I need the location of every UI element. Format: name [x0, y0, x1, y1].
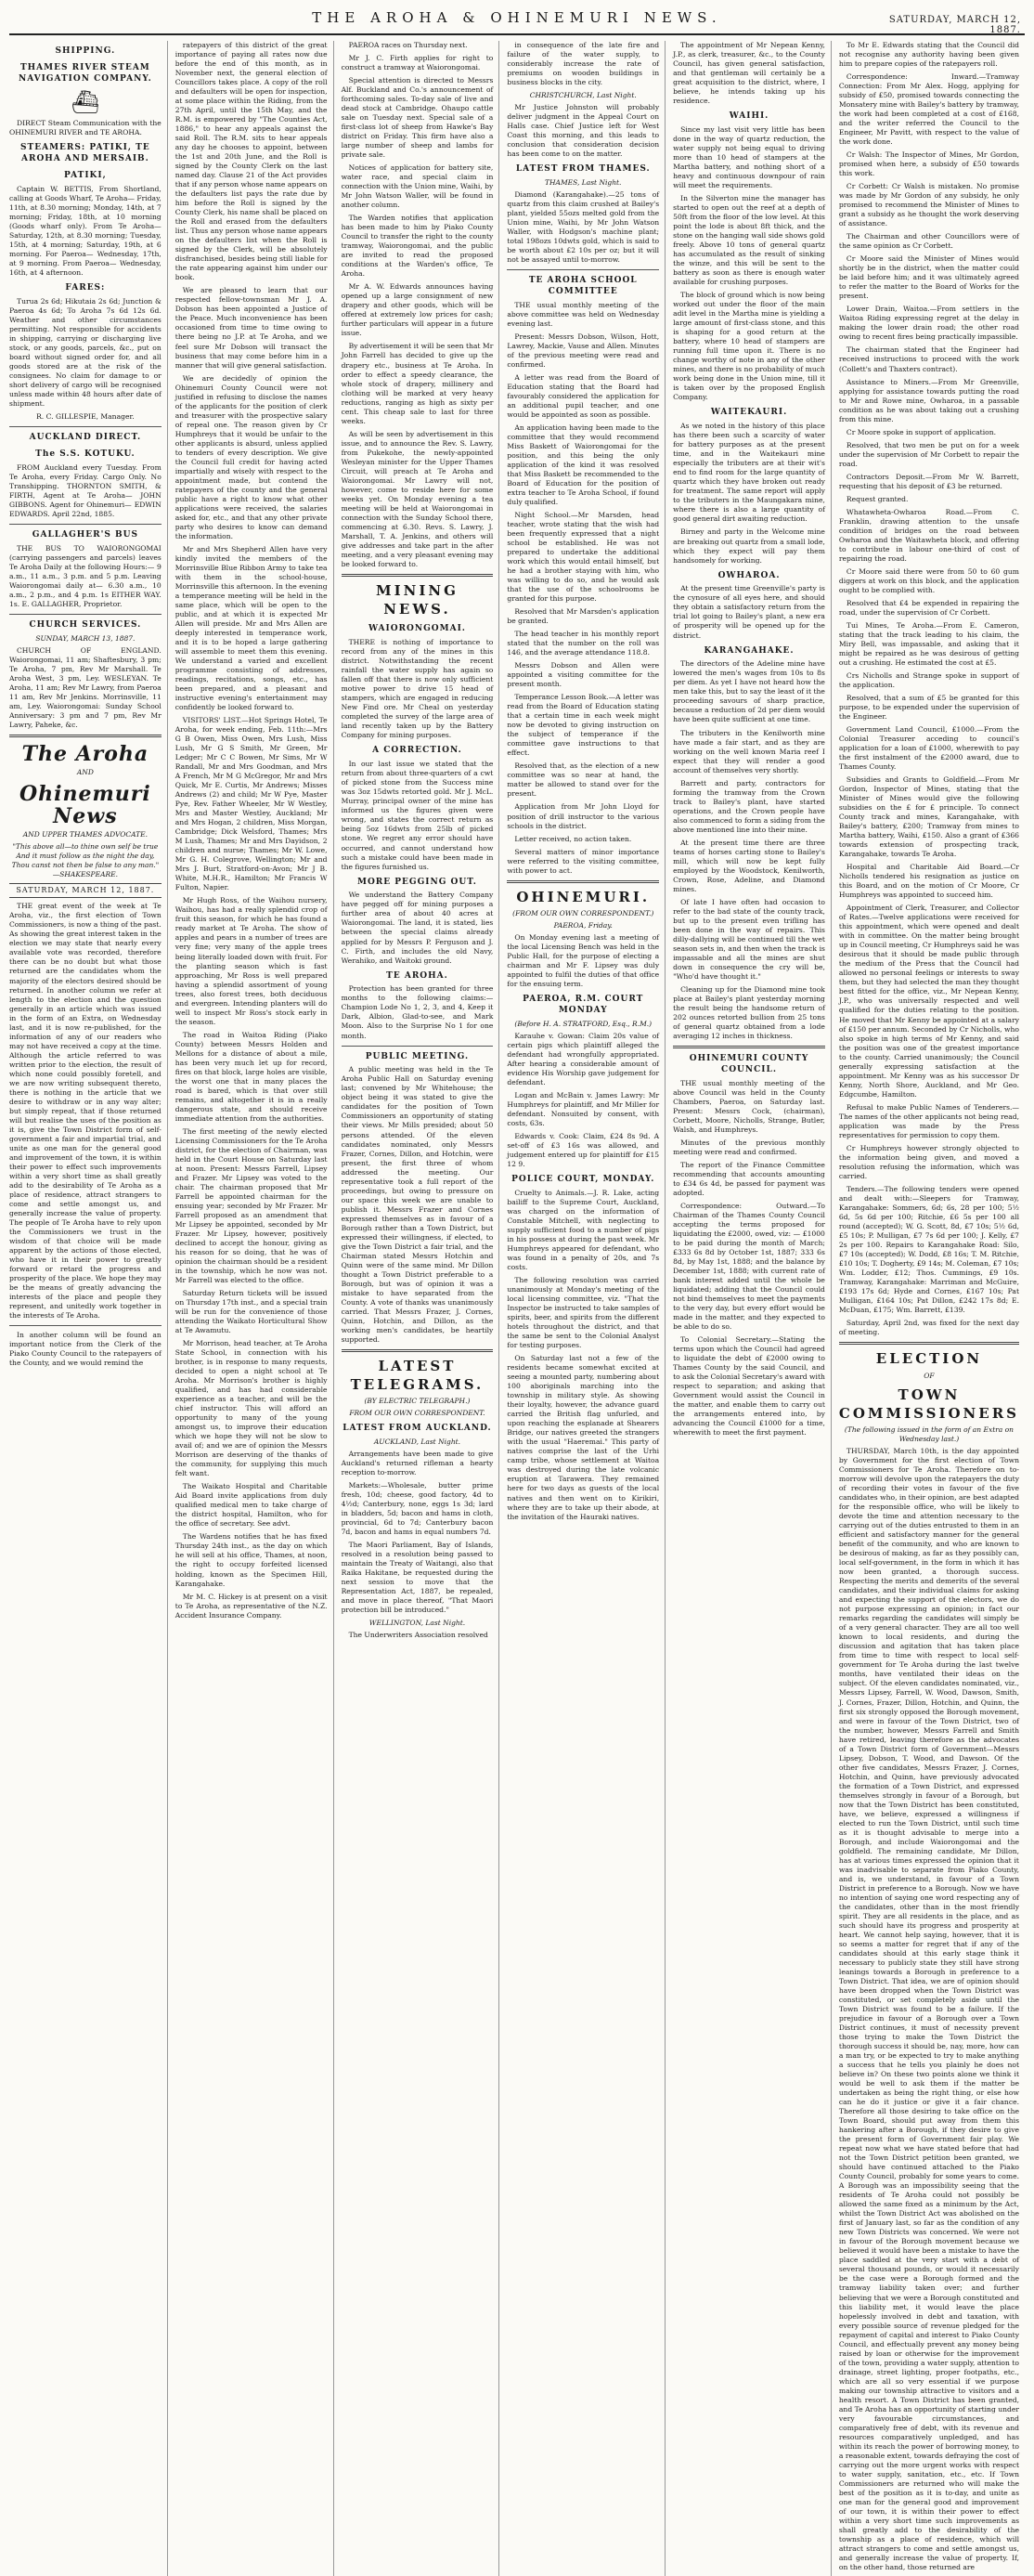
council-p2: Minutes of the previous monthly meeting were read and confirmed. [673, 1138, 825, 1156]
native-party: On Saturday last not a few of the residents became somewhat excited at seeing a mounted party, numbering about 100 aboriginals marching into the township in military style. As showing their loyalty, however, the advance guard carried the British flag unfurled, and upon reaching the esplanade at Shearers Bridge, our natives greeted the strangers with the usual "Haeremai." This party of natives comprise the last of the Urhi camp tribe, whose settlement at Waitoa was destroyed during the late volcanic eruption at Tarawera. They remained here for two days as guests of the local natives and then went on to Kirikiri, where they are to take up their abode, at the invitation of the Hauraki natives. [507, 1354, 660, 1521]
court-case-3: Edwards v. Cook: Claim, £24 8s 9d. A set-off of £3 16s was allowed, and judgement entered up for plaintiff for £15 12 9. [507, 1132, 660, 1169]
public-meeting-heading: PUBLIC MEETING. [365, 1051, 470, 1061]
divider [9, 735, 162, 737]
school-p10: Resolved that, as the election of a new committee was so near at hand, the matter be allowed to stand over for the present. [507, 761, 660, 799]
paeroa-races: PAEROA races on Thursday next. [348, 41, 468, 49]
paeroa-dateline: PAEROA, Friday. [553, 921, 613, 930]
council-clerk-opinion: We are decidedly of opinion the Ohinemuri County Council were not justified in refusing to disclose the names of the applicants for the position of clerk and treasurer with the prospective salary of repeal one. The reason given by Cr Humphreys that it would be unfair to the other applicants is absurd, unless applied to tenders of every description. We give the Council full credit for having acted impartially and wisely with respect to the appointment made, but contend the ratepayers of the county and the general public have a right to know what other applications were received, the salaries asked for, etc., and that any other private party who desires to know can demand the information. [174, 373, 328, 540]
kenny-appointment: The appointment of Mr Nepean Kenny, J.P., as clerk, treasurer, &c., to the County Council, has given general satisfaction, and that gentleman will certainly be a great acquisition to the district, where, I believe, he intends taking up his residence. [673, 41, 825, 106]
election-of: OF [924, 1371, 935, 1380]
rm-court-sub: (Before H. A. STRATFORD, Esq., R.M.) [514, 1020, 653, 1029]
rifleman-reception: Arrangements have been made to give Auckland's returned rifleman a hearty reception to-morrow. [341, 1450, 494, 1477]
patiki-heading: PATIKI, [64, 171, 107, 181]
correspondent-sub: FROM OUR OWN CORRESPONDENT. [349, 1409, 485, 1418]
election-article: THURSDAY, March 10th, is the day appointed by Government for the first election of Town Commissioners for Te Aroha. Therefore on to-morrow will devolve upon the ratepayers the duty of recording their votes in favour of the five candidates who, in their opinion, are best adapted for the responsible office, who will be likely to devote the time and attention necessary to the carrying out of the duties entrusted to them in an efficient and satisfactory manner for the general benefit of the community, and who are known to be desirous of making, as far as they possibly can, local self-government, in the form in which it has now been granted, a thorough success. Respecting the merits and demerits of the several candidates, and their individual claims for asking and expecting the support of the electors, we do not purpose expressing an opinion; in fact our remarks regarding the candidates will simply be of a very general character. They are all too well known to local residents, and during the discussion and agitation that has taken place from time to time with respect to local self-government for Te Aroha during the last twelve months, have ventilated their ideas on the subject. Of the eleven candidates nominated, viz., Messrs Lipsey, Farrell, W. Wood, Dawson, Smith, J. Cornes, Frazer, Dillon, Hotchin, and Quinn, the first six strongly opposed the Borough movement, and were in favour of the Town District, two of the number, however, Messrs Farrell and Smith have retired, leaving therefore as the advocates of a Town District form of Government—Messrs Lipsey, Dobson, T. Wood, and Dawson. Of the other five candidates, Messrs Frazer, J. Cornes, Hotchin, and Quinn, have previously advocated the formation of a Town District, and expressed themselves strongly in favour of a Borough, but now that the Town District has been constituted, have, we believe, expressed a willingness if elected to run the Town District, until such time as it is thought advisable to merge into a Borough, and include Waiorongomai and the goldfield. The remaining candidate, Mr Dillon, has at various times expressed the opinion that it was inadvisable to separate from Piako County, and is, we understand, in favour of a Town District in preference to a Borough. Now we have no intention of saying one word respecting any of the candidates, other than in the most friendly spirit. They are all residents in the place, and as such should have its progress and prosperity at heart. We cannot help saying, however, that it is so seems a matter for regret that if any of the candidates should at this early stage think it necessary to publicly state they still have strong leanings towards a Borough in preference to a Town District. That idea, we are of opinion should have been dropped when the Town District was constituted, or set completely aside until the Town District was found to be a failure. If the prejudice in favour of a Borough over a Town District continues, it must of necessity prevent those trying to make the Town District the thorough success it should be, nay, more, how can a man try, or be expected to try to make anything a success that he tells you plainly he does not believe in? On these two points alone we think it would be well to ask them if the matter be undertaken as being the right thing, or else how can he do it justice or give it a fair chance. Therefore all those desiring to take office on the Town Board, should put away from them this hankering after a Borough, if they desire to give the present form of Government fair play. We repeat now what we have stated before that had not the Town District petition been granted, we should have continued attached to the Piako County Council, probably for some years to come. A Borough was an impossibility seeing that the residents of Te Aroha could not possibly be allowed the same fixed as a minimum by the Act, whilst the Town District Act was abolished on the first of January last, so far as the condition of any new Town Districts was concerned. We were not in favour of the Borough movement because we believed it would have been a mistake to have the place saddled at the very start with a debt of several thousand pounds, or would it necessarily be the case were a Borough formed and the tramway liability taken over; and further believing that we were a Borough constituted and this liability met, it would leave the place hopelessly involved in debt and taxation, with every possible source of revenue pledged for the repayment of capital and interest to Piako County Council, and effectually prevent any money being raised by loan or otherwise for the improvement of the town, providing a water supply, attention to drainage, street lighting, proper footpaths, etc., which are all so very essential if we purpose making our township attractive to visitors and a health resort. A Town District has been granted, and Te Aroha has an opportunity of starting under very favourable circumstances, and comparatively free of debt, with its revenue and resources comparatively unpledged, and has within its reach the power of borrowing money, to a reasonable extent, towards defraying the cost of carrying out the more urgent works with respect to water supply, sanitation, etc., etc. If Town Commissioners are returned who will make the best of the position as it is to-day, and unite as one man for the general good and improvement of our town, it is within their power to effect within a very short time such improvements as shall greatly add to the desirability of the township as a place of residence, which will attract strangers to come and settle amongst us, and generally increase the value of property. If, on the other hand, those returned are [838, 1447, 1020, 2571]
column-6 [839, 41, 1025, 2576]
rm-court-heading: PAEROA, R.M. COURT MONDAY [523, 995, 644, 1016]
rates-notice: ratepayers of this district of the great importance of paying all rates now due before the end of this month, as in November next, the general election of Councillors takes place. A copy of the roll and defaulters will be open for inspection, at some place within the Riding, from the 27th April, until the 15th May, and the R.M. is empowered by "The Counties Act, 1886," to hear any appeals against the said Roll. The R.M. sits to hear appeals any day he chooses to appoint, between the 1st and 20th June, and the Roll is signed by the County Clerk on the last named day. Clause 21 of the Act provides that if any person whose name appears on the defaulters list pays the rate due by him before the Roll is signed by the County Clerk, his name shall be placed on the Roll and erased from the defaulters list. Thus any person whose name appears on the defaulters list when the Roll is signed by the Clerk, will be absolutely disfranchised, besides being still liable for the rate appearing against him under our book. [174, 41, 328, 282]
tramway-transfer: The Warden notifies that application has been made to him by Piako County Council to transfer the right to the county tramway, Waiorongomai, and the public are invited to read the proposed conditions at the Warden's office, Te Aroha. [341, 214, 494, 279]
c6-p15: Cr Moore said there were from 50 to 60 gum diggers at work on this block, and the application ought to be complied with. [838, 566, 1019, 594]
licensing-commissioners: The first meeting of the newly elected Licensing Commissioners for the Te Aroha district, for the election of Chairman, was held in the Court House on Saturday last at noon. Present: Messrs Farrell, Lipsey and Frazer. Mr Lipsey was voted to the chair. The chairman proposed that Mr Farrell be appointed chairman for the ensuing year; seconded by Mr Frazer. Mr Farrell proposed as an amendment that Mr Lipsey be appointed, seconded by Mr Frazer. Mr Lipsey, however, positively declined to accept the honour, giving as his reason for so doing, that he was of opinion the chairman should be a resident in the township, which he now was not. Mr Farrell was elected to the office. [174, 1126, 328, 1285]
waiorongomai-heading: WAIORONGOMAI. [368, 624, 466, 634]
column-5 [673, 41, 832, 2576]
mining-report: THERE is nothing of importance to record from any of the mines in this district. Notwithstanding the recent rainfall the water supply has again so fallen off that there is now only sufficient motive power to drive 15 head of stampers, which are engaged in reducing New Find ore. Mr Cheal on yesterday completed the survey of the large area of land recently taken up by the Battery Company for mining purposes. [341, 638, 494, 740]
underwriters-text: The Underwriters Association resolved [348, 1631, 488, 1640]
firth-tramway: Mr J. C. Firth applies for right to construct a tramway at Waiorongomai. [341, 54, 494, 72]
c6-p9: Assistance to Miners.—From Mr Greenville, applying for assistance towards putting the road to Mr and Rowe mine, Owharoa, in a passable condition as he was about taking out a crushing from this mine. [838, 377, 1019, 423]
c6-p8: The chairman stated that the Engineer had received instructions to proceed with the work (Collett's and Thaxters contract). [838, 345, 1019, 373]
kotuku-heading: The S.S. KOTUKU. [35, 449, 136, 460]
divider [507, 880, 659, 883]
c6-p25: Cr Humphreys however strongly objected to the information being given, and moved a resolution refusing the information, which was carried. [838, 1143, 1019, 1180]
wesleyan-minister: As will be seen by advertisement in this issue, and to announce the Rev. S. Lawry, from Pukekohe, the newly-appointed Wesleyan minister for the Upper Thames Circuit, will preach at Te Aroha and Waiorongomai. Mr Lawry will not, however, come to reside here for some weeks yet. On Monday evening a tea meeting will be held at Waiorongomai in connection with the Sunday School there, commencing at 6.30. Revs. S. Lawry, J. Marshall, T. A. Jenkins, and others will give addresses and take part in the after meeting, and a very pleasant evening may be looked forward to. [341, 429, 494, 568]
school-p11: Application from Mr John Lloyd for position of drill instructor to the various schools in the district. [507, 802, 660, 830]
waihi-p3: The block of ground which is now being worked out under the floor of the main adit level in the Martha mine is yielding a large amount of first-class stone, and this is shaping for a good return at the battery, where 10 head of stampers are running full time upon it. There is no change worthy of note in any of the other mines, and there is no probability of much work being done in the Union mine, till it is taken over by the proposed English Company. [673, 291, 825, 402]
night-school: Mr Morrison, head teacher, at Te Aroha State School, in connection with his brother, is in response to many requests, decided to open a night school at Te Aroha. Mr Morrison's brother is highly qualified, and has had considerable experience as a teacher, and will be the chief instructor. This will afford an opportunity to many of the young amongst us, to improve their education which we hope they will not be slow to avail of; and we are of opinion the Messrs Morrison are deserving of the thanks of the community, for supplying this much felt want. [174, 1339, 328, 1478]
c6-p13: Request granted. [846, 494, 909, 503]
battery-site-notice: Notices of application for battery site, water race, and special claim in connection with the Union mine, Waihi, by Mr John Watson Waller, will be found in another column. [341, 163, 494, 210]
divider [9, 1325, 162, 1326]
hickey-visit: Mr M. C. Hickey is at present on a visit to Te Aroha, as representative of the N.Z. Accident Insurance Company. [174, 1592, 328, 1620]
divider [673, 1046, 825, 1048]
karangahake-p3: Barrett and party, contractors for forming the tramway from the Crown track to Bailey's plant, have started operations, and the Crown people have also commenced to form a siding from the above mentioned line into their mine. [673, 778, 825, 834]
school-p12: Letter received, no action taken. [514, 834, 632, 843]
hospital-board: The Waikato Hospital and Charitable Aid Board invite applications from duly qualified medical men to take charge of the district hospital, Hamilton, who for the office of secretary. See advt. [174, 1482, 328, 1529]
election-sub: (The following issued in the form of an Extra on Wednesday last.) [844, 1425, 1014, 1444]
karangahake-p4: At the present time there are three teams of horses carting stone to Bailey's mill, which will now be kept fully employed by the Woodstock, Kenilworth, Crown, Rose, Adeline, and Diamond mines. [673, 838, 825, 893]
thames-dateline: THAMES, Last Night. [545, 177, 622, 187]
edwards-drapery: Mr A. W. Edwards announces having opened up a large consignment of new drapery and other goods, which will be offered at extremely low prices for cash; further particulars will appear in a future issue. [341, 282, 494, 338]
paper-title-ohinemuri: Ohinemuri News [19, 782, 151, 829]
council-p4: Correspondence: Outward.—To Chairman of the Thames County Council accepting the terms proposed for liquidating the £2000, owed, viz: — £1000 to be paid during the month of March; £333 6s 8d by October 1st, 1887; 333 6s 8d, by May 1st, 1888; and the balance by December 1st, 1888; with current rate of bank interest added until the whole be liquidated; adding that the Council could not bind themselves to meet the payments to the very day, but every effort would be made in the matter, and they expected to be able to do so. [673, 1201, 825, 1332]
pegging-heading: MORE PEGGING OUT. [357, 877, 477, 887]
wellington-dateline: WELLINGTON, Last Night. [368, 1619, 466, 1628]
waihi-heading: WAIHI. [729, 111, 769, 122]
waihi-p1: Since my last visit very little has been done in the way of quartz reduction, the water supply not being equal to driving more than 10 head of stampers at the Martha battery, and nothing short of a heavy and continuous downpour of rain will meet the requirements. [673, 124, 825, 190]
return-tickets: Saturday Return tickets will be issued on Thursday 17th inst., and a special train will be run for the convenience of those attending the Waikato Horticultural Show at Te Awamutu. [174, 1289, 328, 1335]
karangahake-p2: The tributers in the Kenilworth mine have made a fair start, and as they are working on the well known Maria reef I expect that they will render a good account of themselves very shortly. [673, 728, 825, 774]
auckland-direct-heading: AUCKLAND DIRECT. [29, 433, 142, 443]
c6-p3: Cr Walsh: The Inspector of Mines, Mr Gordon, promised when here, a subsidy of £50 towards this work. [838, 150, 1019, 178]
thames-navigation-heading: THAMES RIVER STEAM NAVIGATION COMPANY. [19, 62, 152, 84]
school-p6: Resolved that Mr Marsden's application be granted. [507, 607, 660, 626]
manager-signature: R. C. GILLESPIE, Manager. [36, 412, 135, 422]
thames-text: DIRECT Steam Communication with the OHINEMURI RIVER and TE AROHA. [9, 119, 162, 137]
c6-p23: Appointment of Clerk, Treasurer, and Collector of Rates.—Twelve applications were received for this appointment, which were opened and dealt with in committee. On the matter being brought up in Council meeting, Cr Humphreys said he was desirous that it should be made public through the medium of the Press that the Council had allowed no personal feelings or interests to sway them, but they had selected the man they thought best fitted for the office, viz., Mr Nepean Kenny, J.P., who was universally respected and well qualified for the duties relating to the position. He moved that Mr Kenny be appointed at a salary of £150 per annum. Seconded by Cr Nicholls, who also spoke in high terms of Mr Kenny, and said the position was one of the greatest importance to the county. Carried unanimously; the Council generally expressing satisfaction at the appointment. Mr Kenny was as his successor Dr Kenny, North Shore, Auckland, and Mr Geo. Edgcumbe, Hamilton. [838, 904, 1019, 1099]
karangahake-heading: KARANGAHAKE. [704, 645, 795, 656]
ohinemuri-sub: (FROM OUR OWN CORRESPONDENT.) [512, 909, 654, 918]
school-p1: THE usual monthly meeting of the above committee was held on Wednesday evening last. [507, 300, 660, 328]
latest-auckland-heading: LATEST FROM AUCKLAND. [343, 1424, 492, 1434]
kotuku-text: FROM Auckland every Tuesday. From Te Aroha, every Friday. Cargo Only. No Transhipping. THORNTON SMITH, & FIRTH, Agent at Te Aroha— JOHN GIBBONS. Agent for Ohinemuri— EDWIN EDWARDS. April 22nd, 1885. [9, 462, 162, 519]
divider [9, 614, 162, 615]
christchurch-dateline: CHRISTCHURCH, Last Night. [529, 91, 637, 100]
c6-p19: Resolved, that a sum of £5 be granted for this purpose, to be expended under the supervision of the Engineer. [838, 693, 1019, 722]
church-heading: CHURCH SERVICES. [29, 620, 142, 631]
te-aroha-heading: TE AROHA. [386, 970, 448, 981]
protection-text: Protection has been granted for three months to the following claims:—Champion Lode No 1, 2, 3, and 4, Keep it Dark, Albion, Glad-to-see, and Mark Moon. Also to the Surprise No 1 for one month. [341, 984, 494, 1040]
dobson-jp: We are pleased to learn that our respected fellow-townsman Mr J. A. Dobson has been appointed a Justice of the Peace. Much inconvenience has been occasioned from time to time owing to there being no J.P. at Te Aroha, and we feel sure Mr Dobson will transact the business that may come before him in a manner that will give general satisfaction. [174, 286, 328, 370]
newspaper-title: THE AROHA & OHINEMURI NEWS. [312, 9, 722, 26]
issue-date: SATURDAY, MARCH 12, 1887. [888, 15, 1021, 35]
c6-p12: Contractors Deposit.—From Mr W. Barrett, requesting that his deposit of £3 be returned. [838, 472, 1019, 490]
markets-report: Markets:—Wholesale, butter prime fresh, 10d; cheese, good factory, 4d to 4½d; Canterbury, none, eggs 1s 3d; lard in bladders, 5d; bacon and hams in cloth, provincial, 6d to 7d; Canterbury bacon 7d, bacon and hams in equal numbers 7d. [341, 1481, 494, 1537]
divider [839, 1342, 1019, 1345]
leader-date: SATURDAY, MARCH 12, 1887. [9, 883, 162, 899]
farrell-sale: By advertisement it will be seen that Mr John Farrell has decided to give up the drapery etc., business at Te Aroha. In order to effect a speedy clearance, the whole stock of drapery, millinery and clothing will be marked at very heavy reductions, ranging as high as sixty per cent. This cheap sale to last for three weeks. [341, 342, 494, 425]
c6-p18: Crs Nicholls and Strange spoke in support of the application. [838, 670, 1019, 689]
leader-continued: In another column will be found an important notice from the Clerk of the Piako County Council to the ratepayers of the County, and we would remind the [9, 1331, 162, 1368]
ohinemuri-heading: OHINEMURI. [516, 888, 651, 905]
visitors-list: VISITORS' LIST.—Hot Springs Hotel, Te Aroha, for week ending, Feb. 11th:—Mrs G B Owen, Miss Owen, Mrs Lush, Miss Lush, Mr G S Smith, Mr Green, Mr Ledger; Mr C C Bowen, Mr Sims, Mr W Randall, Mr and Mrs Goodman, and Mrs A French, Mr M G McGregor, Mr and Mrs Quick, Mr E. Curtis, Mr Andrews; Misses Andrews (2) and child; Mr W Pye, Master Pye, Rev. Father Wheeler, Mr W Westley, Mrs and Master Westley, Auckland; Mr and Mrs Hogan, 2 children, Miss Morgan, Cambridge; Dick Welsford, Thames; Mrs M Lush, Thames; Mr and Mrs Dayidson, 2 children and nurse; Thames; Mr W. Lowe, Mr G. H. Colegrove, Wellington; Mr and Mrs J. Burt, Stratford-on-Avon; Mr J B. White, M.H.R., Hamilton; Mr Francis W Fulton, Napier. [174, 716, 328, 892]
karangahake-p1: The directors of the Adeline mine have lowered the men's wages from 10s to 8s per diem. As yet I have not heard how the men take this, but to say the least of it the proceeding savours of sharp practice, because a reduction of 2d per diem would have been quite sufficient at one time. [673, 659, 825, 724]
column-3 [342, 41, 500, 2576]
c6-p26: Tenders.—The following tenders were opened and dealt with:—Sleepers for Tramway, Karangahake: Sommers, 6d; 6s, 28 per 100; 5½ 6d, 5s 6d per 100; Ritchie, £6 5s per 100 all round (accepted); W. G. Scott, 8d, £7 10s; 5½ 6d, £5 10s; P. Mulligan, £7 7s 6d per 100; J. Kelly, £7 2s per 100. Repairs to Karangahake Road: Silo, £7 10s (accepted); W. Dodd, £8 16s; T. M. Ritchie, £10 10s; T. Dogherty, £9 14s; M. Coleman, £7 10s; Wm. Lodder, £12; Thos. Cummings, £9 10s. Tramway, Karangahake: Marriman and McGuire, £193 17s 6d; Hyde and Cornes, £167 10s; Pat Mulligan, £164 10s; Pat Dillon, £242 17s 8d; E. McDuan, £175; Wm. Barrett, £139. [838, 1184, 1019, 1314]
waitekauri-heading: WAITEKAURI. [710, 408, 788, 418]
waitekauri-p2: Birney and party in the Welcome mine are breaking out quartz from a small lode, which they expect will pay them handsomely for working. [673, 527, 825, 565]
church-date: SUNDAY, MARCH 13, 1887. [35, 633, 136, 643]
c6-p21: Subsidies and Grants to Goldfield.—From Mr Gordon, Inspector of Mines, stating that the Minister of Mines would give the following subsidies on the £ for £ principle. To connect County track and mines, Karangahake, with Bailey's battery, £200; Tramway from mines to Martha battery, Waihi, £150. Also a grant of £366 towards extension of prospecting track, Karangahake, towards Te Aroha. [838, 775, 1019, 859]
column-2 [175, 41, 334, 2576]
c6-p22: Hospital and Charitable Aid Board.—Cr Nicholls tendered his resignation as justice on this Board, and on the motion of Cr Moore, Cr Humphreys was appointed to succeed him. [838, 863, 1019, 900]
school-p4: An application having been made to the committee that they would recommend Miss Baskett of Waiorongomai for the position, and this being the only application of the kind it was resolved that Miss Baskett be recommended to the Board of Education for the position of extra teacher to Te Aroha School, if found duly qualified. [507, 423, 660, 507]
c6-p7: Lower Drain, Waitoa.—From settlers in the Waitoa Riding expressing regret at the delay in making the lower drain road; the other road owing to recent fires being practically impassible. [838, 305, 1019, 342]
buckland-sales: Special attention is directed to Messrs Alf. Buckland and Co.'s announcement of forthcoming sales. To-day sale of live and dead stock at Cambridge. Ohaupo cattle sale on Tuesday next. Special sale of a first-class lot of sheep from Hawke's Bay district on Friday. This firm have also a large number of sheep and lambs for private sale. [341, 76, 494, 160]
correction-heading: A CORRECTION. [372, 746, 462, 756]
paper-subtitle: AND UPPER THAMES ADVOCATE. [22, 830, 149, 839]
latest-thames-heading: LATEST FROM THAMES. [515, 164, 651, 175]
columns [9, 41, 1025, 2571]
maori-parliament: The Maori Parliament, Bay of Islands, resolved in a resolution being passed to maintain the Treaty of Waitangi, also that Raika Hakitane, be requested during the next session to move that the Representation Act, 1887, be repealed, and move in place thereof, "That Maori protection bill be introduced." [341, 1541, 494, 1615]
c6-p11: Resolved, that two men be put on for a week under the supervision of Mr Corbett to repair the road. [838, 440, 1019, 468]
c6-p16: Resolved that £4 be expended in repairing the road, under the supervision of Cr Corbett. [838, 598, 1019, 617]
latest-telegrams-heading: LATEST TELEGRAMS. [350, 1357, 485, 1393]
patiki-schedule: Captain W. BETTIS, From Shortland, calling at Goods Wharf, Te Aroha— Friday, 11th, at 8.30 morning; Monday, 14th, at 7 morning; Friday, 18th, at 10 morning (Goods wharf only). From Te Aroha— Saturday, 12th, at 8.30 morning; Tuesday, 15th, at 4 morning; Saturday, 19th, at 6 morning. For Paeroa— Wednesday, 17th, at 9 morning. From Paeroa— Wednesday, 16th, at 4 afternoon. [9, 184, 162, 278]
paper-title-aroha: The Aroha [21, 741, 149, 766]
licensing-bench: On Monday evening last a meeting of the local Licensing Bench was held in the Public Hall, for the purpose of electing a chairman and Mr F. Lipsey was duly appointed to fulfil the duties of that office for the ensuing term. [507, 933, 660, 989]
c6-p6: Cr Moore said the Minister of Mines would shortly be in the district, when the matter could be laid before him; and it was ultimately agreed to refer the matter to the Board of Works for the present. [838, 254, 1019, 301]
waitoa-road: The road in Waitoa Riding (Piako County) between Messrs Holden and Mellons for a distance of about a mile, has been very much let up for record, fires on that block, large holes are visible, the worst one that in many places the road is bared, which is that over still remains, and altogether it is in a really dangerous state, and should receive immediate attention from the authorities. [174, 1030, 328, 1123]
karangahake-p6: Cleaning up for the Diamond mine took place at Bailey's plant yesterday morning the result being the handsome return of 202 ounces retorted bullion from 25 tons of general quartz obtained from a lode averaging 12 inches in thickness. [673, 984, 825, 1040]
paper-title-and: AND [76, 768, 94, 777]
council-p5: To Colonial Secretary.—Stating the terms upon which the Council had agreed to liquidate the debt of £2000 owing to Thames County by the said Council, and to ask the Colonial Secretary's award with respect to separation; and asking that Government would assist the Council in the matter, and enable them to carry out the arrangements entered into, by advancing the Council £1000 for a time, wherewith to meet the first payment. [673, 1335, 825, 1438]
divider [9, 524, 162, 525]
auckland-dateline: AUCKLAND, Last Night. [373, 1438, 461, 1447]
waihi-p2: In the Silverton mine the manager has started to open out the reef at a depth of 50ft from the floor of the low level. At this point the lode is about 8ft thick, and the stone on the hanging wall side shows gold freely. Above 10 tons of general quartz has accumulated as the result of sinking the winze, and this will be sent to the battery as soon as there is enough water available for crushing purposes. [673, 194, 825, 287]
school-p13: Several matters of minor importance were referred to the visiting committee, with power to act. [507, 847, 660, 875]
underwriters-continued: in consequence of the late fire and failure of the water supply, to considerably increase the rate of premiums on wooden buildings in business blocks in the city. [507, 41, 660, 87]
divider [507, 269, 659, 270]
shipping-heading: SHIPPING. [55, 46, 116, 56]
waitekauri-p1: As we noted in the history of this place has there been such a scarcity of water for battery purposes as at the present time, and in the Waitekauri mine especially the tributers are at their wit's end to find room for the large quantity of quartz which they have broken out ready for treatment. The same report will apply to the tributers in the Maungakara mine, where there is also a large quantity of good general dirt awaiting reduction. [673, 422, 825, 524]
c6-p24: Refusal to make Public Names of Tenderers.—The names of the other applicants not being read, application was made by the Press representatives for permission to copy them. [838, 1102, 1019, 1139]
karangahake-p5: Of late I have often had occasion to refer to the bad state of the county track, but up to the present even trifling has been done in the way of repairs. This dilly-dallying will be continued till the wet season sets in, and then when the track is impassable and all the mines are shut down in consequence the cry will be, "Who'd have thought it." [673, 897, 825, 981]
council-p1: THE usual monthly meeting of the above Council was held in the County Chambers, Paeroa, on Saturday last. Present: Messrs Cock, (chairman), Corbett, Moore, Nicholls, Strange, Butler, Walsh, and Humphreys. [673, 1078, 825, 1134]
warden-notice: The Wardens notifies that he has fixed Thursday 24th inst., as the day on which he will sell at his office, Thames, at noon, the right to occupy forfeited licensed holding, known as the Specimen Hill, Karangahake. [174, 1532, 328, 1588]
school-p2: Present: Messrs Dobson, Wilson, Hott, Lawrey, Mackie, Vause and Allen. Minutes of the previous meeting were read and confirmed. [507, 332, 660, 369]
public-meeting-text: A public meeting was held in the Te Aroha Public Hall on Saturday evening last; convened by Mr Whitehouse; the object being it was stated to give the candidates for the position of Town Commissioners an opportunity of stating their views. Mr Mills presided; about 50 persons attended. Of the eleven candidates nominated, only Messrs Frazer, Cornes, Dillon, and Hotchin, were present, the first three of whom addressed the meeting. Our representative took a full report of the proceedings, but owing to pressure on our space this week we are unable to publish it. Messrs Frazer and Cornes expressed themselves as in favour of a Borough rather than a Town District, but expressed their willingness, if elected, to give the Town District a fair trial, and the Chairman stated Messrs Hotchin and Quinn were of the same mind. Mr Dillon thought a Town District preferable to a Borough, but was of opinion it was a mistake to have separated from the County. A vote of thanks was unanimously carried. That Messrs Frazer, J. Cornes, Quinn, Hotchin, and Dillon, as the working men's candidates, be heartily supported. [341, 1065, 494, 1344]
county-council-heading: OHINEMURI COUNTY COUNCIL. [689, 1054, 809, 1074]
council-p3: The report of the Finance Committee recommending that accounts amounting to £34 6s 4d, be passed for payment was adopted. [673, 1160, 825, 1197]
owharoa-p1: At the present time Greenville's party is the cynosure of all eyes here, and should they obtain a satisfactory return from the trial lot going to Bailey's plant, a new era of prosperity will be opened up for the district. [673, 584, 825, 640]
steamship-icon: ⛴ [71, 88, 100, 115]
c6-p17: Tui Mines, Te Aroha.—From E. Cameron, stating that the track leading to his claim, the Miry Bell, was impassable, and asking that it might be repaired as he was desirous of getting out a crushing. He estimated the cost at £5. [838, 620, 1019, 667]
school-p3: A letter was read from the Board of Education stating that the Board had favourably considered the application for an additional pupil teacher, and one would be appointed as soon as possible. [507, 372, 660, 419]
nursery-notice: Mr Hugh Ross, of the Waihou nursery, Waihou, has had a really splendid crop of fruit this season, for which he has found a ready market at Te Aroha. The show of apples and pears in a number of trees are very fine; very many of the apple trees being literally loaded down with fruit. For the planting season which is fast approaching, Mr Ross is well prepared having a splendid assortment of young trees, also forest trees, both deciduous and evergreen. Intending planters will do well to inspect Mr Ross's stock early in the season. [174, 896, 328, 1026]
c6-p5: The Chairman and other Councillors were of the same opinion as Cr Corbett. [838, 232, 1019, 251]
c6-p27: Saturday, April 2nd, was fixed for the next day of meeting. [838, 1318, 1019, 1336]
c6-p10: Cr Moore spoke in support of application. [846, 427, 997, 436]
divider [342, 1349, 494, 1352]
leader-article: THE great event of the week at Te Aroha, viz., the first election of Town Commissioners, is now a thing of the past. As showing the great interest taken in the election we may state that nearly every available vote was recorded, therefore there can be no doubt but what those returned are the candidates whom the majority of the electors desired should be returned. In another column we refer at length to the election and the question generally in an article which was issued in the form of an Extra, on Wednesday last, and it is now re-published, for the information of any of our readers who may not have received a copy at the time. Although the article referred to was written prior to the election, the result of which none could possibly foretell, and we are now writing subsequent thereto, there is nothing in the article that we desire to withdraw or in any way alter; but simply repeat, that if those returned will but realise the uses of the position as it is, give the Town District form of self-government a fair and impartial trial, and unite as one man for the general good and improvement of the town, it is within their power to effect such improvements within a very short time as shall greatly add to the desirability of Te Aroha as a place of residence, attract strangers to come and settle amongst us, and generally increase the value of property. The people of Te Aroha have to rely upon the Commissioners we trust in the wisdom of that choice will be made apparent by the actions of those elected, who have it in their power to greatly forward or retard the progress and prosperity of the place. We hope they may be the means of greatly advancing the interests of the place and people they represent, and unitedly work together in the interests of Te Aroha. [9, 902, 162, 1321]
licensing-resolution: The following resolution was carried unanimously at Monday's meeting of the local licensing committee, viz. "That the Inspector be instructed to take samples of spirits, beer, and spirits from the different hotels throughout the district, and that the same be sent to the Colonial Analyst for testing purposes. [507, 1276, 660, 1350]
police-case: Cruelty to Animals.—J. R. Lake, acting bailiff to the Supreme Court, Auckland, was charged on the information of Constable Mitchell, with neglecting to supply sufficient food to a number of pigs in his possess at during the past week. Mr Humphreys appeared for defendant, who was found in a penalty of 20s, and 7s costs. [507, 1189, 660, 1272]
divider [342, 574, 494, 577]
bus-heading: GALLAGHER'S BUS [32, 530, 138, 540]
column-4 [507, 41, 666, 2576]
police-court-heading: POLICE COURT, MONDAY. [511, 1175, 655, 1185]
paper-motto: "This above all—to thine own self be true And it must follow as the night the day, Thou canst not then be false to any man." —SHAKESPEARE. [11, 842, 160, 878]
fares-text: Turua 2s 6d; Hikutaia 2s 6d; Junction & Paeroa 4s 6d; To Aroha 7s 6d 12s 6d. Weather and other circumstances permitting. Not responsible for accidents in shipping, carrying or discharging live stock, or any goods, parcels, &c., put on board without signed order for, and all goods stored are at the risk of the consignees. No claim for damage to or short delivery of cargo will be recognised unless made within 48 hours after date of shipment. [9, 296, 162, 409]
c6-p14: Whatawheta-Owharoa Road.—From C. Franklin, drawing attention to the unsafe condition of bridges on the road between Owharoa and the Waitawheta block, and offering to contribute in labour one-third of cost of repairing the road. [838, 507, 1019, 563]
bus-text: THE BUS TO WAIORONGOMAI (carrying passengers and parcels) leaves Te Aroha Daily at the following Hours:— 9 a.m., 11 a.m., 3 p.m. and 5 p.m. Leaving Waiorongomai daily at— 6.30 a.m., 10 a.m., 2 p.m., and 4 p.m. 1s EITHER WAY. 1s. E. GALLAGHER, Proprietor. [9, 543, 162, 608]
fares-heading: FARES: [65, 283, 106, 293]
correction-text: In our last issue we stated that the return from about three-quarters of a cwt of picked stone from the Success mine was 3oz 15dwts retorted gold. Mr J. McL. Murray, principal owner of the mine has informed us the figures given were wrong, and states the correct return as being 5oz 16dwts from 25lb of picked stone. We regret any error should have occurred, and cannot understand how such a mistake could have been made in the figures furnished us. [341, 760, 494, 871]
school-p8: Messrs Dobson and Allen were appointed a visiting committee for the present month. [507, 661, 660, 689]
telegraph-sub: (BY ELECTRIC TELEGRAPH.) [364, 1397, 471, 1406]
appeal-court: Mr Justice Johnston will probably deliver judgment in the Appeal Court on Halls case. Chief Justice left for West Coast this morning, and this leads to conclusion that consideration decision has been come to on the matter. [507, 102, 660, 159]
school-committee-heading: TE AROHA SCHOOL COMMITTEE [528, 275, 638, 296]
election-heading: ELECTION [875, 1350, 983, 1368]
diamond-crushing: Diamond (Karangahake).—25 tons of quartz from this claim crushed at Bailey's plant, yielded 55ozs melted gold from the Union mine, Waihi, by Mr John Watson Waller, with Hodgson's machine plant; total 198ozs 10dwts gold, which is said to be worth about £2 10s per oz; but it will not be assayed until to-morrow. [507, 189, 660, 264]
owharoa-heading: OWHAROA. [717, 570, 781, 580]
school-p7: The head teacher in his monthly report stated that the number on the roll was 146, and the average attendance 118.8. [507, 630, 660, 657]
temperance-meeting: Mr and Mrs Shepherd Allen have very kindly invited the members of the Morrinsville Blue Ribbon Army to take tea with them in the school-house, Morrinsville this afternoon. In the evening a temperance meeting will be held in the same place, which will be open to the public, and at which it is expected Mr Allen will preside. Mr and Mrs Allen are deeply interested in temperance work, and it is to be hoped a large gathering will assemble to meet them this evening. We understand a varied and excellent programme consisting of addresses, readings, recitations, songs, etc., has been prepared, and a pleasant and instructive evening's entertainment may confidently be looked forward to. [174, 544, 328, 712]
masthead [9, 7, 1025, 35]
church-text: CHURCH OF ENGLAND. Waiorongomai, 11 am; Shaftesbury, 3 pm; Te Aroha, 7 pm, Rev Mr Marshall. Te Aroha West, 3 pm, Ley. WESLEYAN. Te Aroha, 11 am; Rev Mr Lawry, from Paeroa 11 am, Rev Mr Jenkins. Morrinsville, 11 am, Ley. Waiorongomai: Sunday School Anniversary: 3 pm and 7 pm, Rev Mr Lawry, Paheke, &c. [9, 645, 162, 729]
town-commissioners-heading: TOWN COMMISSIONERS [838, 1386, 1019, 1422]
divider [9, 426, 162, 427]
c6-p1: To Mr E. Edwards stating that the Council did not recognise any authority having been given him to prepare copies of the ratepayers roll. [838, 41, 1019, 69]
mining-news-heading: MINING NEWS. [376, 581, 459, 618]
school-p5: Night School.—Mr Marsden, head teacher, wrote stating that the wish had been frequently expressed that a night school be established. He was not prepared to undertake the additional work which this would entail himself, but he had a brother staying with him, who was willing to do so, and he would ask that the use of the schoolrooms be granted for this purpose. [507, 511, 660, 604]
court-case-1: Karauhe v. Gowan: Claim 20s value of certain pigs which plaintiff alleged the defendant had wrongfully appropriated. After hearing a considerable amount of evidence His Worship gave judgement for defendant. [507, 1031, 660, 1086]
c6-p20: Government Land Council, £1000.—From the Colonial Treasurer acceding to council's application for a loan of £1000, wherewith to pay the first instalment of the £2000 award, due to Thames County. [838, 725, 1019, 772]
court-case-2: Logan and McBain v. James Lawry: Mr Humphreys for plaintiff, and Mr Miller for defendant. Nonsuited by consent, with costs, 63s. [507, 1091, 660, 1128]
school-p9: Temperance Lesson Book.—A letter was read from the Board of Education stating that a certain time in each week might now be devoted to giving instruction on the subject of temperance if the committee gave instructions to that effect. [507, 693, 660, 758]
steamers-heading: STEAMERS: PATIKI, TE AROHA AND MERSAIB. [20, 143, 150, 164]
c6-p4: Cr Corbett: Cr Walsh is mistaken. No promise was made by Mr Gordon of any subsidy, he only promised to recommend the Minister of Mines to grant a subsidy as he thought the work deserving of assistance. [838, 182, 1019, 228]
column-1 [9, 41, 168, 2576]
c6-p2: Correspondence: Inward.—Tramway Connection: From Mr Alex. Hogg, applying for subsidy of £50, promised towards connecting the Monsatery mine with Bailey's battery by tramway, the work had been completed at a cost of £168, and the writer referred the Council to the Engineer, Mr Pavitt, with respect to the value of the work done. [838, 72, 1019, 147]
divider [342, 1046, 494, 1047]
pegging-text: We understand the Battery Company have pegged off for mining purposes a further area of about 40 acres at Waiorongomai. The land, it is stated, lies between the special claims already applied for by Messrs P. Ferguson and J. C. Firth, and includes the old Navy, Werahiko, and Waitoki ground. [341, 891, 494, 965]
